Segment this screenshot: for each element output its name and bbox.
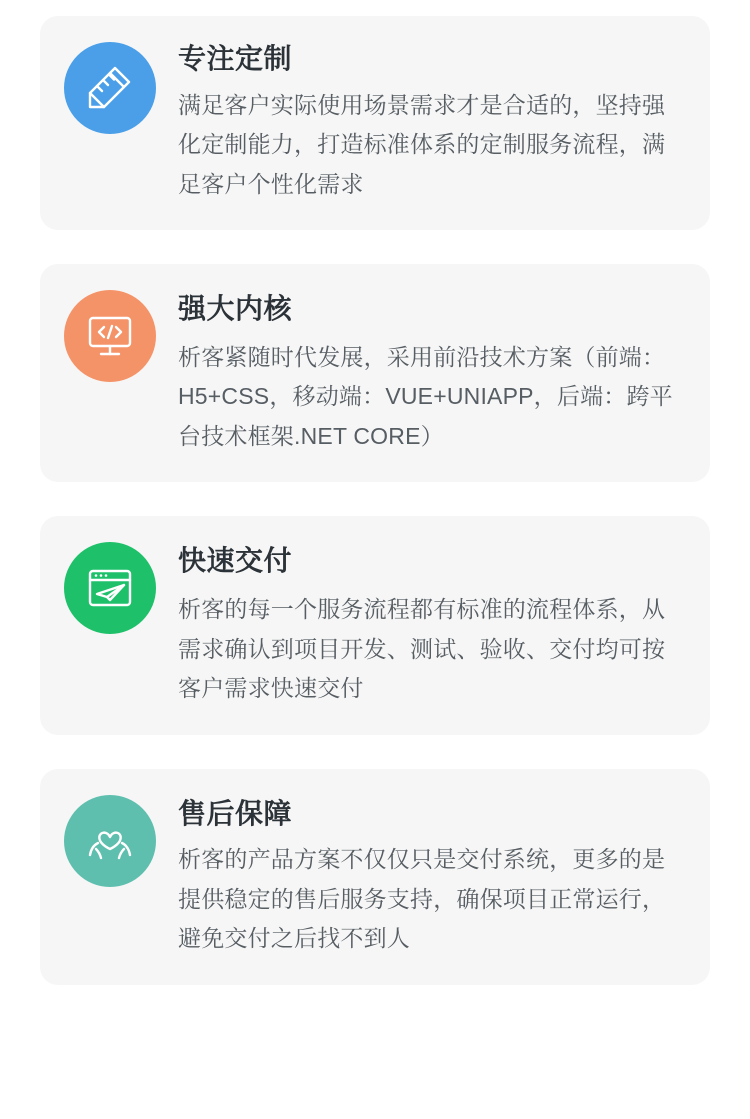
card-description: 析客紧随时代发展，采用前沿技术方案（前端：H5+CSS，移动端：VUE+UNIAPP，后端：跨平台技术框架.NET CORE）: [178, 343, 673, 449]
card-body: [178, 290, 684, 456]
feature-card-delivery: [40, 516, 710, 734]
card-title: 专注定制: [178, 43, 293, 74]
card-description: 析客的每一个服务流程都有标准的流程体系，从需求确认到项目开发、测试、验收、交付均可按客户需求快速交付: [178, 596, 666, 702]
card-title: 售后保障: [178, 797, 293, 829]
feature-card-core: [40, 264, 710, 482]
card-description: 满足客户实际使用场景需求才是合适的，坚持强化定制能力，打造标准体系的定制服务流程，满足客户个性化需求: [178, 91, 666, 197]
code-monitor-icon: [64, 290, 156, 382]
card-body: [178, 542, 684, 708]
card-body: [178, 42, 684, 204]
browser-paperplane-icon: [64, 542, 156, 634]
card-description: 析客的产品方案不仅仅只是交付系统，更多的是提供稳定的售后服务支持，确保项目正常运行，避免交付之后找不到人: [178, 846, 666, 952]
card-title: 快速交付: [178, 545, 293, 577]
hands-heart-icon: [64, 795, 156, 887]
feature-card-custom: [40, 16, 710, 230]
card-title: 强大内核: [178, 293, 293, 325]
pen-ruler-icon: [64, 42, 156, 134]
feature-card-support: [40, 769, 710, 985]
card-body: [178, 795, 684, 959]
